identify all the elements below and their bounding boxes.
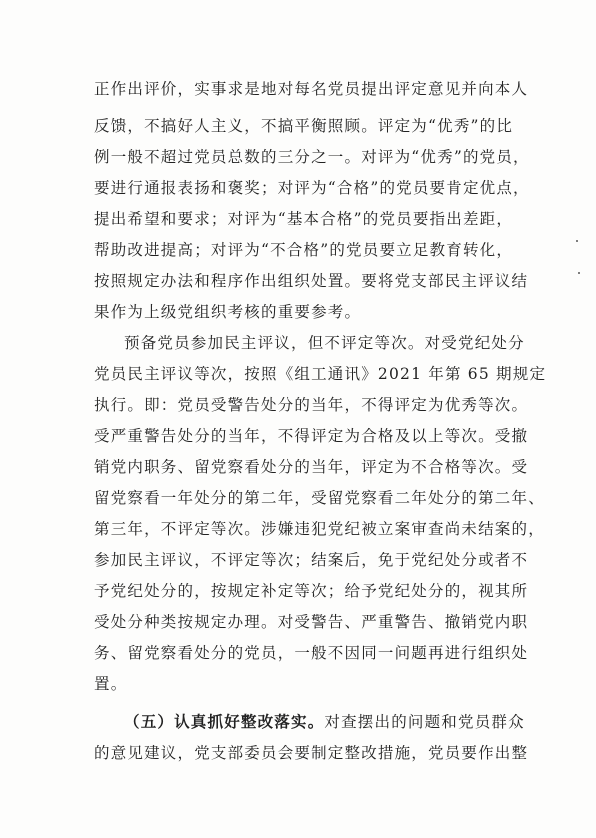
text-line: 提出希望和要求；对评为“基本合格”的党员要指出差距， (94, 210, 514, 228)
section-heading: （五）认真抓好整改落实。 (124, 712, 325, 731)
text-line: 受严重警告处分的当年，不得评定为合格及以上等次。受撤 (94, 427, 529, 445)
section-heading-continuation: 对查摆出的问题和党员群众 (324, 713, 525, 731)
text-line: 执行。即：党员受警告处分的当年，不得评定为优秀等次。 (94, 396, 529, 414)
text-line: 予党纪处分的，按规定补定等次；给予党纪处分的，视其所 (94, 582, 529, 600)
text-line: 第三年，不评定等次。涉嫌违犯党纪被立案审查尚未结案的， (94, 520, 545, 538)
text-line: 留党察看一年处分的第二年，受留党察看二年处分的第二年、 (94, 489, 545, 507)
paragraph-start-line: 预备党员参加民主评议，但不评定等次。对受党纪处分 (124, 334, 525, 352)
text-line: 党员民主评议等次，按照《组工通讯》2021 年第 65 期规定 (94, 365, 547, 383)
text-line: 帮助改进提高；对评为“不合格”的党员要立足教育转化， (94, 241, 514, 259)
text-line: 的意见建议，党支部委员会要制定整改措施，党员要作出整 (94, 744, 529, 762)
text-line: 反馈，不搞好人主义，不搞平衡照顾。评定为“优秀”的比 (94, 117, 514, 135)
text-line: 置。 (94, 675, 128, 693)
section-heading-line (124, 712, 525, 732)
scan-speck (576, 240, 578, 242)
text-line: 正作出评价，实事求是地对每名党员提出评定意见并向本人 (94, 80, 529, 98)
text-line: 例一般不超过党员总数的三分之一。对评为“优秀”的党员， (94, 148, 530, 166)
text-line: 受处分种类按规定办理。对受警告、严重警告、撤销党内职 (94, 613, 529, 631)
text-line: 要进行通报表扬和褒奖；对评为“合格”的党员要肯定优点， (94, 179, 530, 197)
text-line: 果作为上级党组织考核的重要参考。 (94, 303, 362, 321)
text-line: 参加民主评议，不评定等次；结案后，免于党纪处分或者不 (94, 551, 529, 569)
text-line: 务、留党察看处分的党员，一般不因同一问题再进行组织处 (94, 644, 529, 662)
text-line: 按照规定办法和程序作出组织处置。要将党支部民主评议结 (94, 272, 529, 290)
text-line: 销党内职务、留党察看处分的当年，评定为不合格等次。受 (94, 458, 529, 476)
scan-speck (578, 272, 580, 274)
